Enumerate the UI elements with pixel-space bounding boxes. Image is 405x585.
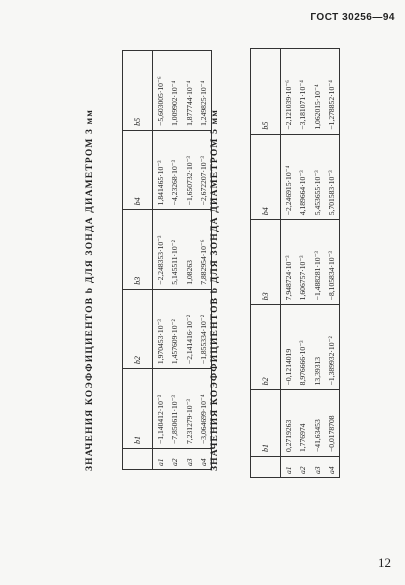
table-header-row (251, 49, 281, 478)
table-cell: 1,776974 (296, 390, 310, 457)
table-cell: −8,105834·10⁻³ (324, 220, 339, 305)
row-label: a1 (155, 458, 165, 466)
table-cell: 1,970453·10⁻³ (153, 289, 168, 368)
table-cell: −1,389932·10⁻² (324, 305, 339, 390)
table-cell: −5,603005·10⁻⁶ (153, 51, 168, 131)
table-cell: 7,882954·10⁻⁶ (196, 210, 211, 289)
table-cell: −1,488281·10⁻³ (310, 220, 324, 305)
table-1 (122, 50, 212, 470)
row-label: a3 (312, 466, 322, 474)
column-header: b4 (123, 130, 153, 209)
table-cell: 1,249825·10⁻⁴ (196, 51, 211, 131)
table-cell: 5,453655·10⁻³ (310, 134, 324, 220)
table-cell: 8,976666·10⁻³ (296, 305, 310, 390)
table-row (281, 49, 296, 478)
table-cell: 4,189664·10⁻³ (296, 134, 310, 220)
column-header (251, 457, 281, 478)
table-cell: −2,141416·10⁻² (182, 289, 196, 368)
table-2-caption: ЗНАЧЕНИЯ КОЭФФИЦИЕНТОВ b ДЛЯ ЗОНДА ДИАМЕТРОМ 5 мм (210, 108, 220, 472)
row-label: a4 (199, 458, 209, 466)
table-cell: −1,278852·10⁻⁴ (324, 49, 339, 135)
table-cell: −1,140412·10⁻³ (153, 369, 168, 449)
column-header: b3 (251, 220, 281, 305)
column-header: b4 (251, 134, 281, 220)
table-cell: −0,0178708 (324, 390, 339, 457)
table-cell: −7,850611·10⁻³ (168, 369, 182, 449)
table-cell: 7,948724·10⁻³ (281, 220, 296, 305)
table-cell: −0,1214019 (281, 305, 296, 390)
table-row (168, 51, 182, 470)
row-label: a1 (283, 466, 293, 474)
table-cell: 5,145511·10⁻² (168, 210, 182, 289)
column-header: b3 (123, 210, 153, 289)
table-cell: 13,39313 (310, 305, 324, 390)
table-cell: 1,009902·10⁻⁴ (168, 51, 182, 131)
table-cell: −3,064699·10⁻⁴ (196, 369, 211, 449)
table-cell: −1,650732·10⁻³ (182, 130, 196, 209)
table-cell: 1,606757·10⁻³ (296, 220, 310, 305)
row-label: a3 (184, 458, 194, 466)
column-header: b5 (251, 49, 281, 135)
column-header: b2 (251, 305, 281, 390)
table-cell: −2,672207·10⁻³ (196, 130, 211, 209)
page-number: 12 (378, 555, 391, 570)
table-2 (250, 48, 340, 478)
row-label: a2 (170, 458, 180, 466)
table-cell: −3,181071·10⁻⁴ (296, 49, 310, 135)
column-header (123, 449, 153, 470)
table-cell: 0,2719263 (281, 390, 296, 457)
column-header: b5 (123, 51, 153, 131)
column-header: b1 (251, 390, 281, 457)
table-cell: 7,231279·10⁻³ (182, 369, 196, 449)
table-cell: −2,246915·10⁻⁴ (281, 134, 296, 220)
standard-header: ГОСТ 30256—94 (310, 12, 395, 23)
table-cell: 1,457609·10⁻² (168, 289, 182, 368)
table-row (153, 51, 168, 470)
table-cell: −2,121039·10⁻⁶ (281, 49, 296, 135)
table-1-caption: ЗНАЧЕНИЯ КОЭФФИЦИЕНТОВ b ДЛЯ ЗОНДА ДИАМЕТРОМ 3 мм (85, 108, 95, 472)
row-label: a4 (327, 466, 337, 474)
row-label: a2 (298, 466, 308, 474)
table-cell: −1,855334·10⁻² (196, 289, 211, 368)
table-cell: −41,63453 (310, 390, 324, 457)
table-cell: 1,841465·10⁻³ (153, 130, 168, 209)
column-header: b2 (123, 289, 153, 368)
table-cell: −4,23268·10⁻³ (168, 130, 182, 209)
table-cell: 1,062015·10⁻⁴ (310, 49, 324, 135)
table-row (324, 49, 339, 478)
table-cell: 5,701583·10⁻³ (324, 134, 339, 220)
table-row (296, 49, 310, 478)
table-cell: 1,877744·10⁻⁴ (182, 51, 196, 131)
table-row (182, 51, 196, 470)
table-row (310, 49, 324, 478)
table-cell: 1,08263 (182, 210, 196, 289)
column-header: b1 (123, 369, 153, 449)
table-header-row (123, 51, 153, 470)
table-cell: −2,248353·10⁻³ (153, 210, 168, 289)
